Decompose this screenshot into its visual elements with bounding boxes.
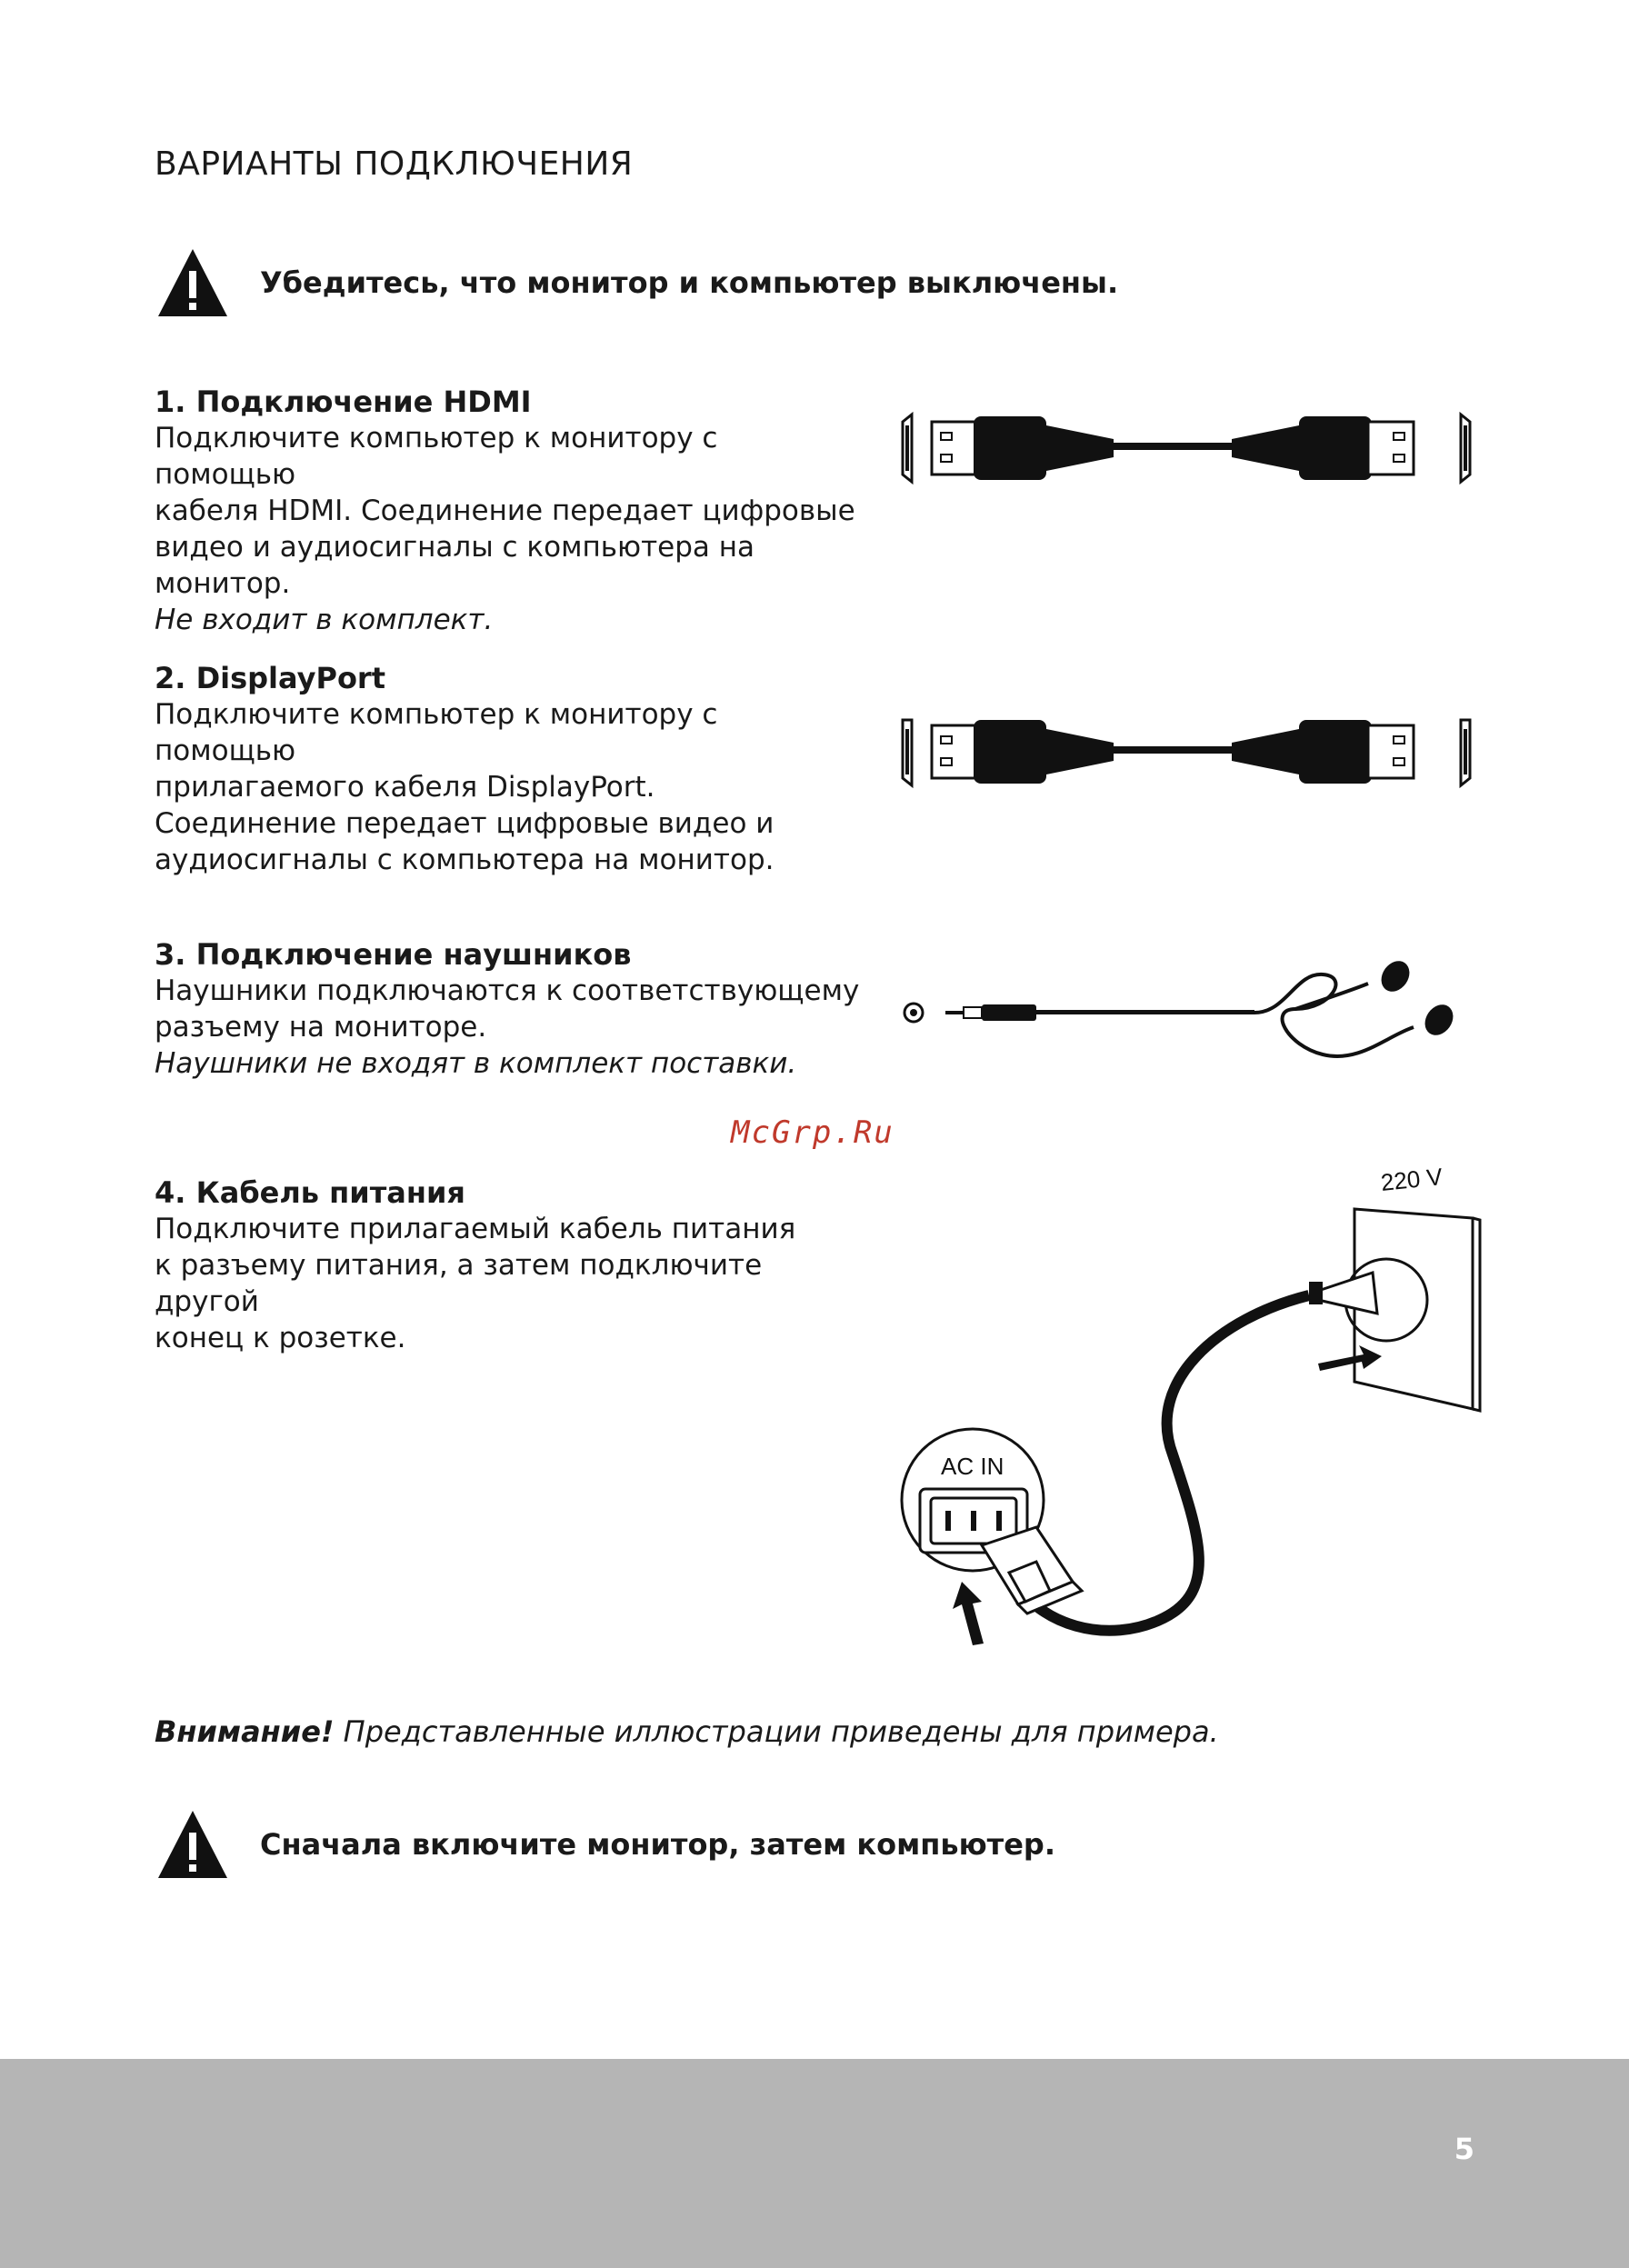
section-line: Подключите компьютер к монитору с помощью [155, 422, 718, 491]
section-line: Соединение передает цифровые видео и [155, 807, 775, 840]
watermark: McGrp.Ru [731, 1114, 894, 1151]
section-line: прилагаемого кабеля DisplayPort. [155, 771, 655, 804]
illustration-notice [155, 1714, 1219, 1749]
section-note: Наушники не входят в комплект поставки. [155, 1047, 797, 1080]
section-line: Подключите компьютер к монитору с помощью [155, 698, 718, 767]
warning-top [156, 247, 1118, 318]
section-power [155, 1174, 864, 1356]
section-heading: 2. DisplayPort [155, 661, 385, 695]
section-headphones [155, 936, 864, 1082]
hdmi-cable-illustration [895, 407, 1477, 489]
warning-bottom-text: Сначала включите монитор, затем компьютер. [260, 1827, 1055, 1862]
ac-in-label: AC IN [941, 1453, 1004, 1480]
power-cable-illustration [891, 1154, 1491, 1673]
section-note: Не входит в комплект. [155, 604, 494, 636]
section-line: конец к розетке. [155, 1322, 406, 1354]
warning-bottom [156, 1809, 1055, 1880]
headphones-cable-illustration [895, 954, 1477, 1073]
section-line: аудиосигналы с компьютера на монитор. [155, 844, 775, 876]
section-hdmi [155, 384, 864, 638]
section-displayport [155, 660, 864, 878]
section-line: кабеля HDMI. Соединение передает цифровые [155, 495, 855, 527]
section-heading: 4. Кабель питания [155, 1175, 465, 1210]
section-line: Подключите прилагаемый кабель питания [155, 1213, 796, 1245]
section-line: к разъему питания, а затем подключите другой [155, 1249, 763, 1318]
warning-top-text: Убедитесь, что монитор и компьютер выключены. [260, 265, 1119, 300]
warning-triangle-icon [156, 1809, 229, 1880]
voltage-label: 220 V [1379, 1163, 1444, 1196]
page-footer [0, 2059, 1629, 2268]
section-line: разъему на мониторе. [155, 1011, 487, 1044]
notice-bold: Внимание! [155, 1714, 335, 1749]
section-line: видео и аудиосигналы с компьютера на монитор. [155, 531, 755, 600]
page-number: 5 [1454, 2132, 1474, 2166]
section-heading: 1. Подключение HDMI [155, 385, 532, 419]
section-line: Наушники подключаются к соответствующему [155, 974, 860, 1007]
notice-text: Представленные иллюстрации приведены для примера. [343, 1714, 1219, 1749]
warning-triangle-icon [156, 247, 229, 318]
displayport-cable-illustration [895, 711, 1477, 793]
page-title: ВАРИАНТЫ ПОДКЛЮЧЕНИЯ [155, 145, 634, 183]
section-heading: 3. Подключение наушников [155, 937, 632, 972]
